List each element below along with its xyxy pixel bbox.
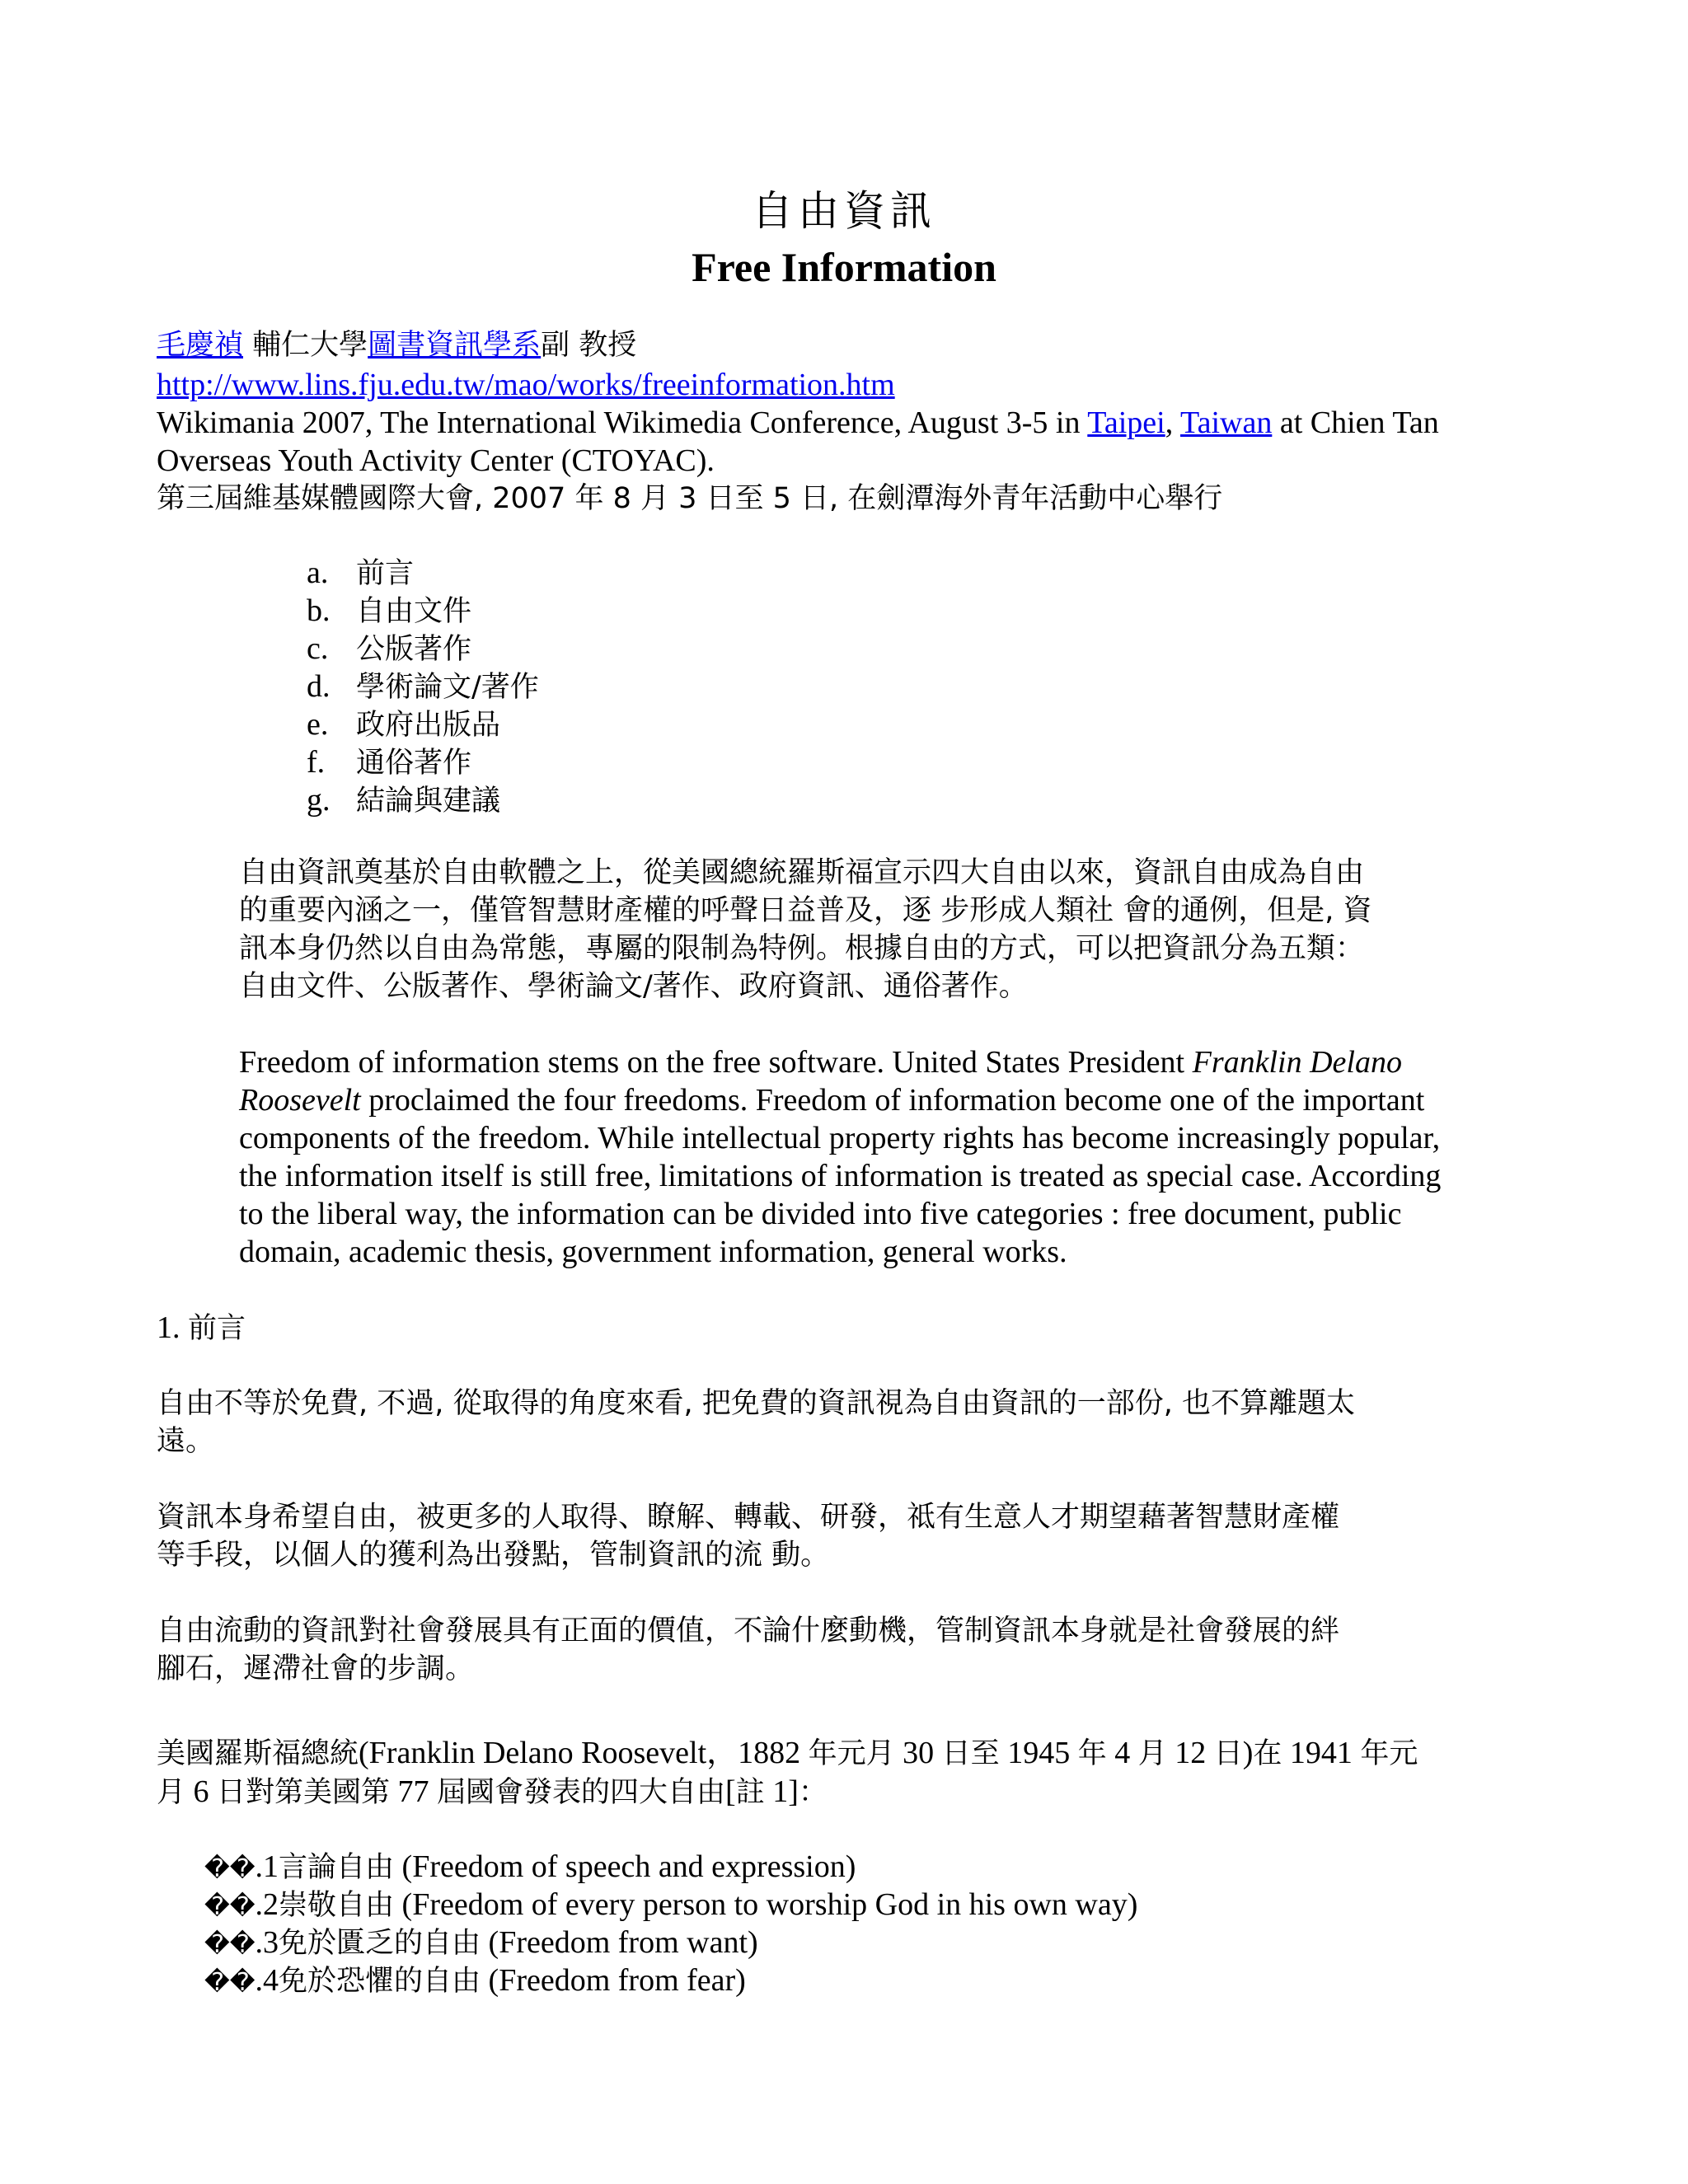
taipei-link[interactable]: Taipei: [1087, 405, 1165, 440]
toc-letter: c.: [307, 631, 329, 666]
text: 屆國會發表的四大自由: [437, 1776, 726, 1809]
item-number: .2: [255, 1887, 279, 1922]
item-en: (Freedom from fear): [481, 1963, 746, 1998]
toc-item[interactable]: [307, 630, 539, 668]
text: 註: [735, 1776, 765, 1809]
text: 6: [185, 1774, 218, 1809]
rank-label: 副 教授: [541, 329, 637, 362]
text: ：: [798, 1776, 828, 1809]
text: 日: [1213, 1737, 1243, 1770]
toc-letter: b.: [307, 593, 331, 628]
toc-label: 結論與建議: [356, 785, 501, 818]
text: [: [725, 1774, 736, 1809]
section-title: 前言: [188, 1312, 246, 1345]
toc-item[interactable]: [307, 705, 539, 743]
text: 年: [1077, 1737, 1107, 1770]
toc-label: 前言: [356, 557, 415, 590]
text: Freedom of information stems on the free software. United States President: [239, 1045, 1193, 1080]
section-number: 1.: [157, 1310, 188, 1345]
item-zh: 崇敬自由: [279, 1889, 395, 1922]
text: 4: [1106, 1736, 1138, 1770]
paragraph-line: 自由流動的資訊對社會發展具有正面的價值，不論什麼動機，管制資訊本身就是社會發展的絆: [157, 1615, 1340, 1647]
list-item: [204, 1886, 1137, 1924]
text: 日至: [941, 1737, 1000, 1770]
abstract-zh-line: 的重要內涵之一，僅管智慧財產權的呼聲日益普及，逐 步形成人類社 會的通例，但是, 資: [239, 894, 1372, 927]
paragraph-line: 等手段，以個人的獲利為出發點，管制資訊的流 動。: [157, 1539, 830, 1572]
toc-item[interactable]: [307, 668, 539, 705]
item-number: .4: [255, 1963, 279, 1998]
item-en: (Freedom of every person to worship God in his own way): [394, 1887, 1138, 1922]
paragraph-line: 資訊本身希望自由，被更多的人取得、瞭解、轉載、研發，祗有生意人才期望藉著智慧財產權: [157, 1501, 1340, 1534]
abstract-en-line: the information itself is still free, limitations of information is treated as special case. According: [239, 1159, 1442, 1193]
author-line: [157, 326, 1541, 364]
text: 77: [390, 1774, 438, 1809]
abstract-en-line: [239, 1043, 1541, 1081]
four-freedoms-list: [204, 1848, 1137, 1999]
url-line: [157, 366, 1541, 404]
paragraph-3: [157, 1612, 1541, 1688]
title-chinese: 自由資訊: [752, 187, 936, 235]
toc-label: 通俗著作: [356, 747, 472, 780]
paragraph-line: [157, 1734, 1541, 1773]
abstract-en-line: to the liberal way, the information can be divided into five categories : free document, public: [239, 1197, 1402, 1231]
item-en: (Freedom from want): [481, 1925, 758, 1960]
paragraph-line: 遠。: [157, 1425, 215, 1458]
toc-letter: d.: [307, 669, 331, 704]
text: 12: [1166, 1736, 1214, 1770]
replacement-char: ��: [204, 1968, 256, 1997]
conference-line-2: Overseas Youth Activity Center (CTOYAC).: [157, 443, 715, 478]
abstract-en-line: domain, academic thesis, government information, general works.: [239, 1235, 1067, 1269]
paragraph-2: [157, 1498, 1541, 1574]
text: 30: [894, 1736, 942, 1770]
text: proclaimed the four freedoms. Freedom of information become one of the important: [360, 1083, 1425, 1118]
toc-item[interactable]: [307, 554, 539, 592]
text: 年元月: [808, 1737, 895, 1770]
item-zh: 言論自由: [279, 1851, 395, 1884]
table-of-contents: [307, 554, 539, 819]
item-number: .3: [255, 1925, 279, 1960]
text: 1941: [1282, 1736, 1361, 1770]
comma: ,: [1165, 405, 1181, 440]
paragraph-1: [157, 1385, 1541, 1460]
department-link[interactable]: 圖書資訊學系: [368, 329, 542, 362]
toc-letter: a.: [307, 555, 329, 590]
text: 美國羅斯福總統: [157, 1737, 359, 1770]
text: 1]: [764, 1774, 799, 1809]
replacement-char: ��: [204, 1930, 256, 1959]
section-1-heading: [157, 1309, 1541, 1347]
text: 1945: [999, 1736, 1078, 1770]
list-item: [204, 1848, 1137, 1886]
text: 年元: [1360, 1737, 1418, 1770]
toc-item[interactable]: [307, 743, 539, 781]
list-item: [204, 1961, 1137, 1999]
abstract-english: [239, 1043, 1541, 1271]
abstract-chinese: [239, 854, 1541, 1005]
toc-label: 學術論文/著作: [356, 671, 539, 704]
italic-name: Roosevelt: [239, 1083, 361, 1118]
university-label: 輔仁大學: [243, 329, 368, 362]
toc-letter: e.: [307, 707, 329, 742]
conference-text: Wikimania 2007, The International Wikimedia Conference, August 3-5 in: [157, 405, 1088, 440]
item-zh: 免於恐懼的自由: [279, 1965, 481, 1998]
item-en: (Freedom of speech and expression): [394, 1849, 856, 1884]
text: 月: [157, 1776, 186, 1809]
conference-line-3: 第三屆維基媒體國際大會, 2007 年 8 月 3 日至 5 日, 在劍潭海外青年活動中心舉行: [157, 482, 1223, 515]
abstract-zh-line: 訊本身仍然以自由為常態，專屬的限制為特例。根據自由的方式，可以把資訊分為五類：: [239, 932, 1365, 965]
toc-label: 自由文件: [356, 595, 472, 628]
taiwan-link[interactable]: Taiwan: [1180, 405, 1273, 440]
list-item: [204, 1924, 1137, 1961]
italic-name: Franklin Delano: [1192, 1045, 1402, 1080]
title-english: Free Information: [692, 244, 996, 290]
conference-line-1: [157, 404, 1541, 442]
toc-item[interactable]: [307, 592, 539, 630]
abstract-zh-line: 自由文件、公版著作、學術論文/著作、政府資訊、通俗著作。: [239, 970, 1028, 1003]
abstract-en-line: [239, 1081, 1541, 1119]
text: 日對第美國第: [217, 1776, 391, 1809]
toc-label: 政府出版品: [356, 709, 501, 742]
replacement-char: ��: [204, 1854, 256, 1883]
conference-venue: at Chien Tan: [1272, 405, 1439, 440]
paragraph-line: [157, 1773, 1541, 1811]
paragraph-4: [157, 1734, 1541, 1811]
paragraph-line: 腳石，遲滯社會的步調。: [157, 1652, 475, 1685]
text: ): [1242, 1736, 1254, 1770]
author-name-link[interactable]: 毛慶禎: [157, 329, 244, 362]
article-url-link[interactable]: http://www.lins.fju.edu.tw/mao/works/freeinformation.htm: [157, 368, 895, 402]
replacement-char: ��: [204, 1892, 256, 1921]
text: (Franklin Delano Roosevelt，1882: [359, 1736, 809, 1770]
item-zh: 免於匱乏的自由: [279, 1927, 481, 1960]
text: 在: [1253, 1737, 1282, 1770]
abstract-en-line: components of the freedom. While intellectual property rights has become increasingly popular,: [239, 1121, 1441, 1155]
paragraph-line: 自由不等於免費, 不過, 從取得的角度來看, 把免費的資訊視為自由資訊的一部份, 也不算離題太: [157, 1387, 1356, 1420]
toc-letter: g.: [307, 783, 331, 818]
item-number: .1: [255, 1849, 279, 1884]
abstract-zh-line: 自由資訊奠基於自由軟體之上，從美國總統羅斯福宣示四大自由以來，資訊自由成為自由: [239, 856, 1365, 889]
text: 月: [1137, 1737, 1167, 1770]
toc-item[interactable]: [307, 781, 539, 819]
toc-letter: f.: [307, 745, 326, 780]
toc-label: 公版著作: [356, 633, 472, 666]
